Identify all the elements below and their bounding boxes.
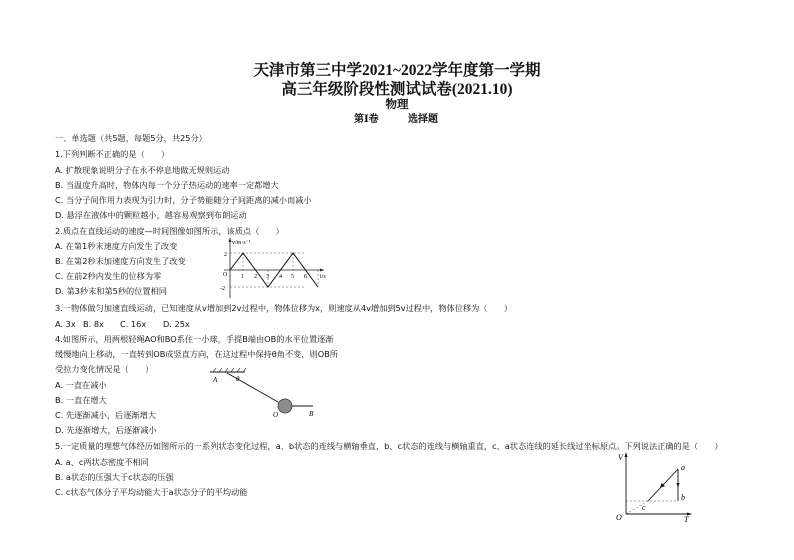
q1-option-c: C. 当分子间作用力表现为引力时，分子势能随分子间距离的减小而减小 [55,195,312,205]
q2-graph-xlabel: t/s [320,274,326,280]
q4-label-b: B [309,410,314,418]
q2-option-b: B. 在第2秒末加速度方向发生了改变 [55,256,186,266]
q1-stem: 1.下列判断不正确的是（ ） [55,149,170,159]
q2-option-d: D. 第3秒末和第5秒的位置相同 [55,286,167,296]
q2-graph-xtick-3: 3 [266,274,269,280]
q4-option-c: C. 先逐渐减小，后逐渐增大 [55,410,156,420]
q4-rope-figure [205,366,325,422]
q5-option-b: B. a状态的压强大于c状态的压强 [55,472,174,482]
q2-graph-xtick-2: 2 [254,274,257,280]
q5-graph-label-b: b [681,493,685,502]
q2-graph-ylabel: v/m·s⁻¹ [232,240,251,246]
q4-stem-line1: 4.如图所示，用两根轻绳AO和BO系住一小球，手提B端由OB的水平位置逐渐 [55,334,334,344]
q5-option-a: A. a、c两状态密度不相同 [55,457,149,467]
section-heading: 一、单选题（共5题，每题5分，共25分） [55,133,207,143]
q2-vt-graph [218,236,328,302]
exam-title-line2: 高三年级阶段性测试试卷(2021.10) [281,81,513,98]
q5-stem: 5.一定质量的理想气体经历如图所示的一系列状态变化过程，a、b状态的连线与横轴垂直，b、c状态的连线与横轴重直，c、a状态连线的延长线过坐标原点。下列说法正确的是（ ） [55,441,723,451]
q5-graph-xlabel: T [684,515,689,524]
q3-stem: 3.一物体做匀加速直线运动，已知速度从v增加到2v过程中，物体位移为x，则速度从4v增加到5v过程中，物体位移为（ ） [55,303,513,313]
subject-title: 物理 [385,99,409,111]
q2-graph-origin: O [223,272,228,278]
q3-option-b: B. 8x [83,319,104,329]
q1-option-a: A. 扩散现象说明分子在永不停息地做无规则运动 [55,165,230,175]
q1-option-b: B. 当温度升高时，物体内每一个分子热运动的速率一定都增大 [55,180,279,190]
q4-option-d: D. 先逐渐增大，后逐渐减小 [55,425,157,435]
q4-option-a: A. 一直在减小 [55,380,107,390]
q5-graph-origin: O [616,513,622,522]
q4-stem-line2: 缓慢地向上移动，一直转到OB成竖直方向，在这过程中保持θ角不变，则OB所 [55,349,338,359]
volume-type: 选择题 [408,114,438,125]
q4-label-a: A [213,376,218,384]
q2-graph-xtick-6: 6 [304,274,307,280]
q5-vt-graph [612,450,696,524]
q2-stem: 2.质点在直线运动的速度—时间图像如图所示，该质点（ ） [55,226,284,236]
volume-label: 第Ⅰ卷 [354,114,379,125]
q5-option-c: C. c状态气体分子平均动能大于a状态分子的平均动能 [55,487,248,497]
q5-graph-label-a: a [681,463,685,472]
q3-option-c: C. 16x [120,319,147,329]
q5-graph-label-c: c [642,503,646,512]
q3-option-d: D. 25x [163,319,190,329]
q2-graph-xtick-1: 1 [241,274,244,280]
q4-option-b: B. 一直在增大 [55,395,107,405]
exam-title-line1: 天津市第三中学2021~2022学年度第一学期 [253,62,541,79]
q1-option-d: D. 悬浮在液体中的颗粒越小，越容易观察到布朗运动 [55,210,247,220]
q4-label-theta: θ [236,375,240,383]
q4-label-o: O [273,411,279,419]
q3-option-a: A. 3x [55,319,76,329]
q2-option-a: A. 在第1秒末速度方向发生了改变 [55,241,178,251]
q2-graph-ytick-neg2: -2 [220,286,225,292]
q2-option-c: C. 在前2秒内发生的位移为零 [55,271,162,281]
q2-graph-ytick-2: 2 [224,252,227,258]
q2-graph-xtick-4: 4 [279,274,282,280]
q2-graph-xtick-5: 5 [291,274,294,280]
q4-stem-line3: 受拉力变化情况是（ ） [55,364,154,374]
q5-graph-ylabel: V [618,453,623,462]
